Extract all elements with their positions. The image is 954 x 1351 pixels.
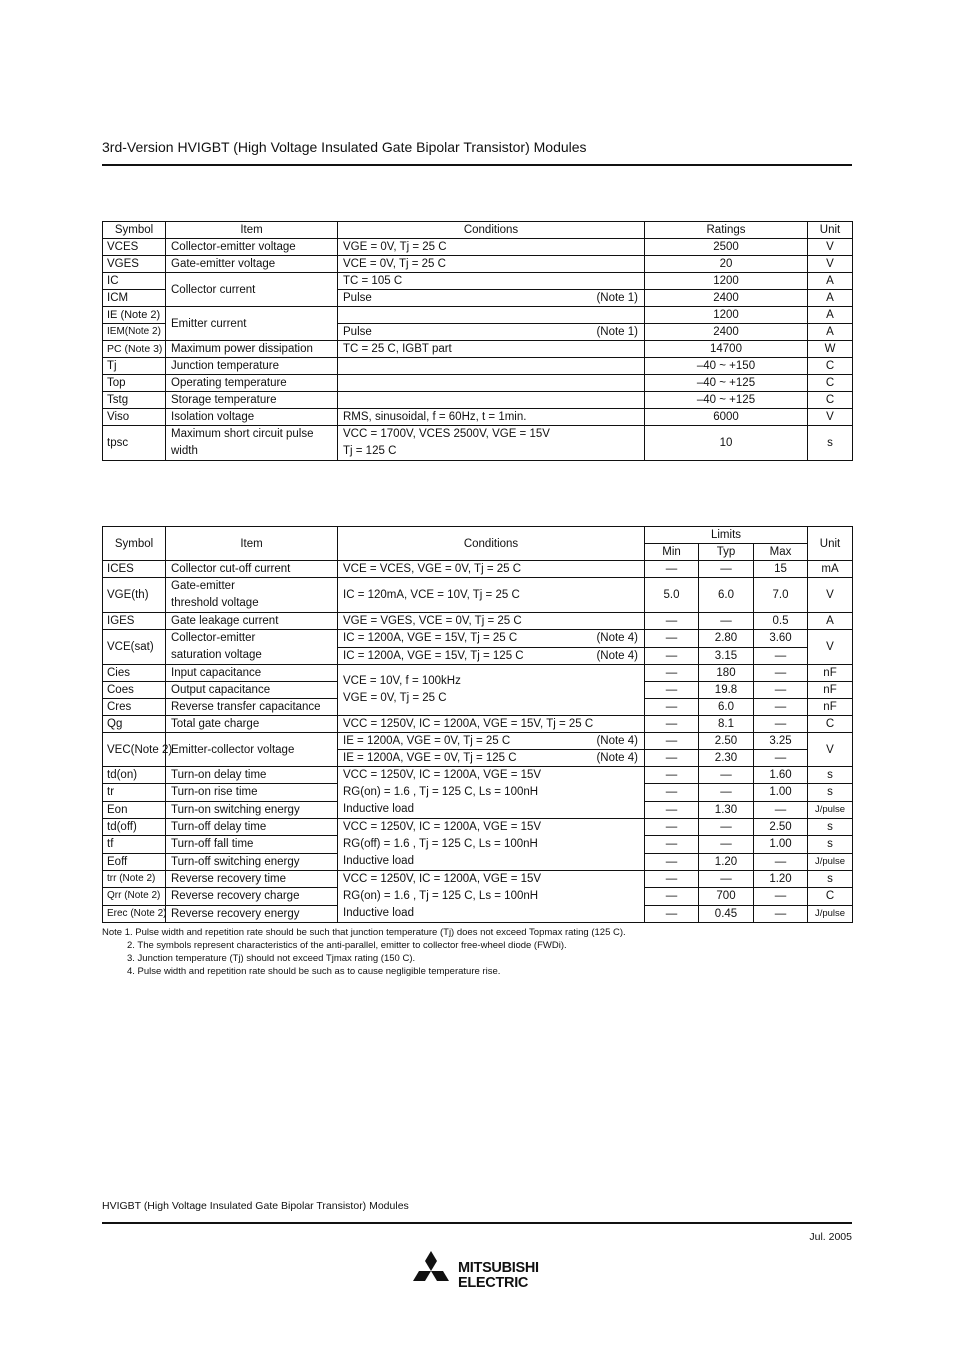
min-cell: —: [645, 733, 699, 750]
table-row: [103, 358, 853, 375]
table-row: [103, 871, 853, 888]
condition-cell: RMS, sinusoidal, f = 60Hz, t = 1min.: [338, 409, 645, 426]
condition-line-1: VCC = 1250V, IC = 1200A, VGE = 15V: [343, 769, 542, 781]
symbol-cell: Top: [103, 375, 166, 392]
condition-text: IE = 1200A, VGE = 0V, Tj = 125 C: [343, 752, 517, 764]
item-cell: Collector-emitter voltage: [166, 239, 338, 256]
item-cell: Reverse transfer capacitance: [166, 699, 338, 716]
condition-line-3: Inductive load: [343, 855, 414, 867]
symbol-cell: tf: [103, 836, 166, 853]
condition-cell: VGE = 0V, Tj = 25 C: [338, 239, 645, 256]
table-row: [103, 409, 853, 426]
condition-text: IC = 1200A, VGE = 15V, Tj = 25 C: [343, 632, 518, 645]
unit-cell: nF: [808, 665, 853, 682]
min-cell: —: [645, 888, 699, 905]
footnote-4: 4. Pulse width and repetition rate should be such as to cause negligible temperature rise.: [127, 966, 501, 977]
rating-cell: –40 ~ +125: [645, 392, 808, 409]
col-max: Max: [754, 544, 808, 561]
note-ref: (Note 4): [596, 735, 638, 747]
condition-cell: [338, 871, 645, 923]
max-cell: 1.00: [754, 836, 808, 853]
unit-cell: J/pulse: [808, 905, 853, 922]
item-cell: Turn-on rise time: [166, 784, 338, 801]
max-ratings-table: [102, 221, 853, 461]
table-row: [103, 630, 853, 648]
min-cell: —: [645, 836, 699, 853]
table-row: [103, 273, 853, 290]
min-cell: —: [645, 871, 699, 888]
item-cell: Storage temperature: [166, 392, 338, 409]
symbol-cell: IE (Note 2): [103, 307, 166, 324]
symbol-cell: trr (Note 2): [103, 871, 166, 888]
unit-cell: s: [808, 836, 853, 853]
note-ref: (Note 1): [596, 326, 638, 338]
symbol-cell: VEC(Note 2): [103, 733, 166, 767]
item-cell: Gate leakage current: [166, 613, 338, 630]
unit-cell: V: [808, 256, 853, 273]
footer-rule: [102, 1222, 852, 1224]
typ-cell: —: [699, 836, 754, 853]
condition-text: IC = 1200A, VGE = 15V, Tj = 125 C: [343, 649, 524, 662]
table-header-row: [103, 527, 853, 544]
item-cell: Gate-emitter voltage: [166, 256, 338, 273]
item-cell: Output capacitance: [166, 682, 338, 699]
min-cell: —: [645, 699, 699, 716]
col-item: Item: [166, 222, 338, 239]
typ-cell: —: [699, 819, 754, 836]
condition-cell: [338, 750, 645, 767]
table-row: [103, 375, 853, 392]
table-row: [103, 392, 853, 409]
typ-cell: 8.1: [699, 716, 754, 733]
symbol-cell: Cies: [103, 665, 166, 682]
symbol-cell: ICM: [103, 290, 166, 307]
item-cell: Turn-off delay time: [166, 819, 338, 836]
unit-cell: V: [808, 239, 853, 256]
min-cell: —: [645, 801, 699, 818]
symbol-cell: Erec (Note 2): [103, 905, 166, 922]
condition-line-2: RG(off) = 1.6 , Tj = 125 C, Ls = 100nH: [343, 838, 538, 850]
condition-cell: [338, 733, 645, 750]
condition-line-3: Inductive load: [343, 803, 414, 815]
item-cell: Turn-on switching energy: [166, 801, 338, 818]
condition-cell: [338, 665, 645, 716]
unit-cell: V: [808, 409, 853, 426]
condition-cell: VCC = 1250V, IC = 1200A, VGE = 15V, Tj = 25 C: [338, 716, 645, 733]
condition-cell: VCE = 0V, Tj = 25 C: [338, 256, 645, 273]
min-cell: —: [645, 561, 699, 578]
condition-cell: [338, 324, 645, 341]
item-cell: Turn-on delay time: [166, 767, 338, 784]
condition-cell: [338, 767, 645, 819]
unit-cell: V: [808, 578, 853, 613]
symbol-cell: Cres: [103, 699, 166, 716]
condition-cell: IC = 120mA, VCE = 10V, Tj = 25 C: [338, 578, 645, 613]
rating-cell: –40 ~ +150: [645, 358, 808, 375]
footnotes: [102, 926, 626, 978]
note-ref: (Note 4): [596, 752, 638, 764]
min-cell: —: [645, 665, 699, 682]
unit-cell: V: [808, 733, 853, 767]
item-cell: [166, 426, 338, 461]
unit-cell: W: [808, 341, 853, 358]
rating-cell: 14700: [645, 341, 808, 358]
item-cell: Isolation voltage: [166, 409, 338, 426]
condition-cell: VCE = VCES, VGE = 0V, Tj = 25 C: [338, 561, 645, 578]
max-cell: 7.0: [754, 578, 808, 613]
condition-cell: [338, 358, 645, 375]
condition-line-2: Tj = 125 C: [343, 445, 397, 457]
rating-cell: –40 ~ +125: [645, 375, 808, 392]
condition-cell: VGE = VGES, VCE = 0V, Tj = 25 C: [338, 613, 645, 630]
unit-cell: C: [808, 716, 853, 733]
condition-cell: [338, 647, 645, 665]
rating-cell: 1200: [645, 273, 808, 290]
typ-cell: —: [699, 613, 754, 630]
min-cell: —: [645, 682, 699, 699]
condition-line-2: RG(on) = 1.6 , Tj = 125 C, Ls = 100nH: [343, 890, 539, 902]
condition-text: Pulse: [343, 292, 372, 304]
typ-cell: 6.0: [699, 578, 754, 613]
unit-cell: A: [808, 307, 853, 324]
footnote-2: 2. The symbols represent characteristics of the anti-parallel, emitter to collector free-wheel diode (FWDi).: [127, 940, 567, 951]
max-cell: 3.25: [754, 733, 808, 750]
col-typ: Typ: [699, 544, 754, 561]
typ-cell: 700: [699, 888, 754, 905]
footnote-1: Note 1. Pulse width and repetition rate should be such that junction temperature (Tj) does not exceed Topmax rating (125 C).: [102, 927, 626, 938]
item-cell: Emitter-collector voltage: [166, 733, 338, 767]
symbol-cell: IEM(Note 2): [103, 324, 166, 341]
symbol-cell: VGES: [103, 256, 166, 273]
condition-line-3: Inductive load: [343, 907, 414, 919]
symbol-cell: Tstg: [103, 392, 166, 409]
max-cell: —: [754, 853, 808, 870]
condition-cell: [338, 375, 645, 392]
unit-cell: C: [808, 358, 853, 375]
symbol-cell: Qrr (Note 2): [103, 888, 166, 905]
condition-line-1: VCC = 1700V, VCES 2500V, VGE = 15V: [343, 428, 550, 440]
item-cell: Turn-off switching energy: [166, 853, 338, 870]
min-cell: —: [645, 767, 699, 784]
mitsubishi-diamonds-logo-icon: [408, 1251, 454, 1291]
typ-cell: 1.30: [699, 801, 754, 818]
item-cell: Emitter current: [166, 307, 338, 341]
min-cell: —: [645, 905, 699, 922]
condition-line-1: VCE = 10V, f = 100kHz: [343, 675, 461, 687]
unit-cell: s: [808, 871, 853, 888]
min-cell: —: [645, 613, 699, 630]
item-cell: Total gate charge: [166, 716, 338, 733]
table-row: [103, 716, 853, 733]
max-cell: —: [754, 801, 808, 818]
typ-cell: 2.50: [699, 733, 754, 750]
item-cell: Operating temperature: [166, 375, 338, 392]
unit-cell: mA: [808, 561, 853, 578]
rating-cell: 2500: [645, 239, 808, 256]
typ-cell: 180: [699, 665, 754, 682]
item-line-2: threshold voltage: [171, 597, 259, 609]
condition-cell: [338, 819, 645, 871]
unit-cell: C: [808, 375, 853, 392]
rating-cell: 1200: [645, 307, 808, 324]
header-rule: [102, 164, 852, 166]
item-cell: Maximum power dissipation: [166, 341, 338, 358]
max-cell: 15: [754, 561, 808, 578]
typ-cell: —: [699, 561, 754, 578]
typ-cell: 0.45: [699, 905, 754, 922]
logo-line-2: ELECTRIC: [458, 1275, 529, 1291]
symbol-cell: tr: [103, 784, 166, 801]
symbol-cell: ICES: [103, 561, 166, 578]
publication-date: Jul. 2005: [809, 1231, 852, 1243]
condition-text: IE = 1200A, VGE = 0V, Tj = 25 C: [343, 735, 511, 747]
unit-cell: V: [808, 630, 853, 665]
item-cell: Collector current: [166, 273, 338, 307]
table-header-row: [103, 222, 853, 239]
table-row: [103, 819, 853, 836]
unit-cell: A: [808, 324, 853, 341]
note-ref: (Note 1): [596, 292, 638, 304]
table-row: [103, 665, 853, 682]
col-min: Min: [645, 544, 699, 561]
max-cell: —: [754, 682, 808, 699]
table-row: [103, 613, 853, 630]
unit-cell: J/pulse: [808, 801, 853, 818]
condition-cell: [338, 630, 645, 648]
item-cell: [166, 578, 338, 613]
col-unit: Unit: [808, 222, 853, 239]
typ-cell: 1.20: [699, 853, 754, 870]
typ-cell: 2.80: [699, 630, 754, 648]
col-item: Item: [166, 527, 338, 561]
symbol-cell: VGE(th): [103, 578, 166, 613]
unit-cell: C: [808, 392, 853, 409]
unit-cell: A: [808, 613, 853, 630]
condition-line-2: RG(on) = 1.6 , Tj = 125 C, Ls = 100nH: [343, 786, 539, 798]
unit-cell: A: [808, 290, 853, 307]
max-cell: 1.00: [754, 784, 808, 801]
max-cell: —: [754, 665, 808, 682]
col-unit: Unit: [808, 527, 853, 561]
min-cell: —: [645, 750, 699, 767]
table-row: [103, 561, 853, 578]
electrical-characteristics-table: [102, 526, 853, 923]
unit-cell: s: [808, 426, 853, 461]
symbol-cell: Eoff: [103, 853, 166, 870]
max-cell: —: [754, 888, 808, 905]
item-line-2: saturation voltage: [171, 649, 262, 661]
footer-title: HVIGBT (High Voltage Insulated Gate Bipolar Transistor) Modules: [102, 1200, 409, 1212]
item-cell: [166, 630, 338, 665]
footnote-3: 3. Junction temperature (Tj) should not exceed Tjmax rating (150 C).: [127, 953, 416, 964]
typ-cell: 19.8: [699, 682, 754, 699]
item-cell: Junction temperature: [166, 358, 338, 375]
col-conditions: Conditions: [338, 527, 645, 561]
condition-cell: [338, 392, 645, 409]
typ-cell: 2.30: [699, 750, 754, 767]
min-cell: —: [645, 819, 699, 836]
max-cell: 1.20: [754, 871, 808, 888]
table-row: [103, 307, 853, 324]
col-conditions: Conditions: [338, 222, 645, 239]
note-ref: (Note 4): [596, 649, 638, 662]
item-cell: Reverse recovery energy: [166, 905, 338, 922]
col-symbol: Symbol: [103, 527, 166, 561]
typ-cell: —: [699, 871, 754, 888]
symbol-cell: Tj: [103, 358, 166, 375]
item-cell: Turn-off fall time: [166, 836, 338, 853]
item-cell: Reverse recovery time: [166, 871, 338, 888]
min-cell: —: [645, 716, 699, 733]
max-cell: —: [754, 647, 808, 665]
unit-cell: C: [808, 888, 853, 905]
symbol-cell: td(off): [103, 819, 166, 836]
max-cell: —: [754, 716, 808, 733]
item-line-2: width: [171, 445, 198, 457]
unit-cell: nF: [808, 682, 853, 699]
condition-text: Pulse: [343, 326, 372, 338]
min-cell: —: [645, 784, 699, 801]
table-row: [103, 256, 853, 273]
symbol-cell: VCES: [103, 239, 166, 256]
symbol-cell: Viso: [103, 409, 166, 426]
rating-cell: 10: [645, 426, 808, 461]
typ-cell: —: [699, 767, 754, 784]
condition-cell: [338, 426, 645, 461]
max-cell: —: [754, 905, 808, 922]
unit-cell: nF: [808, 699, 853, 716]
company-logo-text: [458, 1261, 539, 1291]
item-cell: Collector cut-off current: [166, 561, 338, 578]
symbol-cell: IC: [103, 273, 166, 290]
max-cell: —: [754, 699, 808, 716]
condition-cell: [338, 290, 645, 307]
table-row: [103, 578, 853, 613]
page-header-title: 3rd-Version HVIGBT (High Voltage Insulated Gate Bipolar Transistor) Modules: [102, 139, 587, 155]
typ-cell: —: [699, 784, 754, 801]
unit-cell: J/pulse: [808, 853, 853, 870]
min-cell: 5.0: [645, 578, 699, 613]
typ-cell: 6.0: [699, 699, 754, 716]
condition-cell: TC = 25 C, IGBT part: [338, 341, 645, 358]
item-line-1: Collector-emitter: [171, 632, 256, 644]
symbol-cell: tpsc: [103, 426, 166, 461]
symbol-cell: Qg: [103, 716, 166, 733]
symbol-cell: PC (Note 3): [103, 341, 166, 358]
col-ratings: Ratings: [645, 222, 808, 239]
max-cell: 1.60: [754, 767, 808, 784]
symbol-cell: td(on): [103, 767, 166, 784]
symbol-cell: Coes: [103, 682, 166, 699]
condition-line-1: VCC = 1250V, IC = 1200A, VGE = 15V: [343, 821, 542, 833]
condition-cell: TC = 105 C: [338, 273, 645, 290]
min-cell: —: [645, 630, 699, 648]
table-row: [103, 239, 853, 256]
table-row: [103, 767, 853, 784]
rating-cell: 2400: [645, 290, 808, 307]
condition-line-2: VGE = 0V, Tj = 25 C: [343, 692, 447, 704]
typ-cell: 3.15: [699, 647, 754, 665]
symbol-cell: IGES: [103, 613, 166, 630]
max-cell: 3.60: [754, 630, 808, 648]
condition-line-1: VCC = 1250V, IC = 1200A, VGE = 15V: [343, 873, 542, 885]
table-row: [103, 426, 853, 461]
item-cell: Reverse recovery charge: [166, 888, 338, 905]
rating-cell: 6000: [645, 409, 808, 426]
rating-cell: 20: [645, 256, 808, 273]
min-cell: —: [645, 647, 699, 665]
table-row: [103, 733, 853, 750]
item-cell: Input capacitance: [166, 665, 338, 682]
unit-cell: A: [808, 273, 853, 290]
symbol-cell: VCE(sat): [103, 630, 166, 665]
item-line-1: Gate-emitter: [171, 580, 235, 592]
table-row: [103, 341, 853, 358]
unit-cell: s: [808, 784, 853, 801]
col-symbol: Symbol: [103, 222, 166, 239]
max-cell: 0.5: [754, 613, 808, 630]
min-cell: —: [645, 853, 699, 870]
col-limits: Limits: [645, 527, 808, 544]
logo-line-1: MITSUBISHI: [458, 1260, 539, 1276]
unit-cell: s: [808, 767, 853, 784]
rating-cell: 2400: [645, 324, 808, 341]
item-line-1: Maximum short circuit pulse: [171, 428, 314, 440]
max-cell: —: [754, 750, 808, 767]
unit-cell: s: [808, 819, 853, 836]
max-cell: 2.50: [754, 819, 808, 836]
symbol-cell: Eon: [103, 801, 166, 818]
condition-cell: [338, 307, 645, 324]
note-ref: (Note 4): [596, 632, 638, 644]
